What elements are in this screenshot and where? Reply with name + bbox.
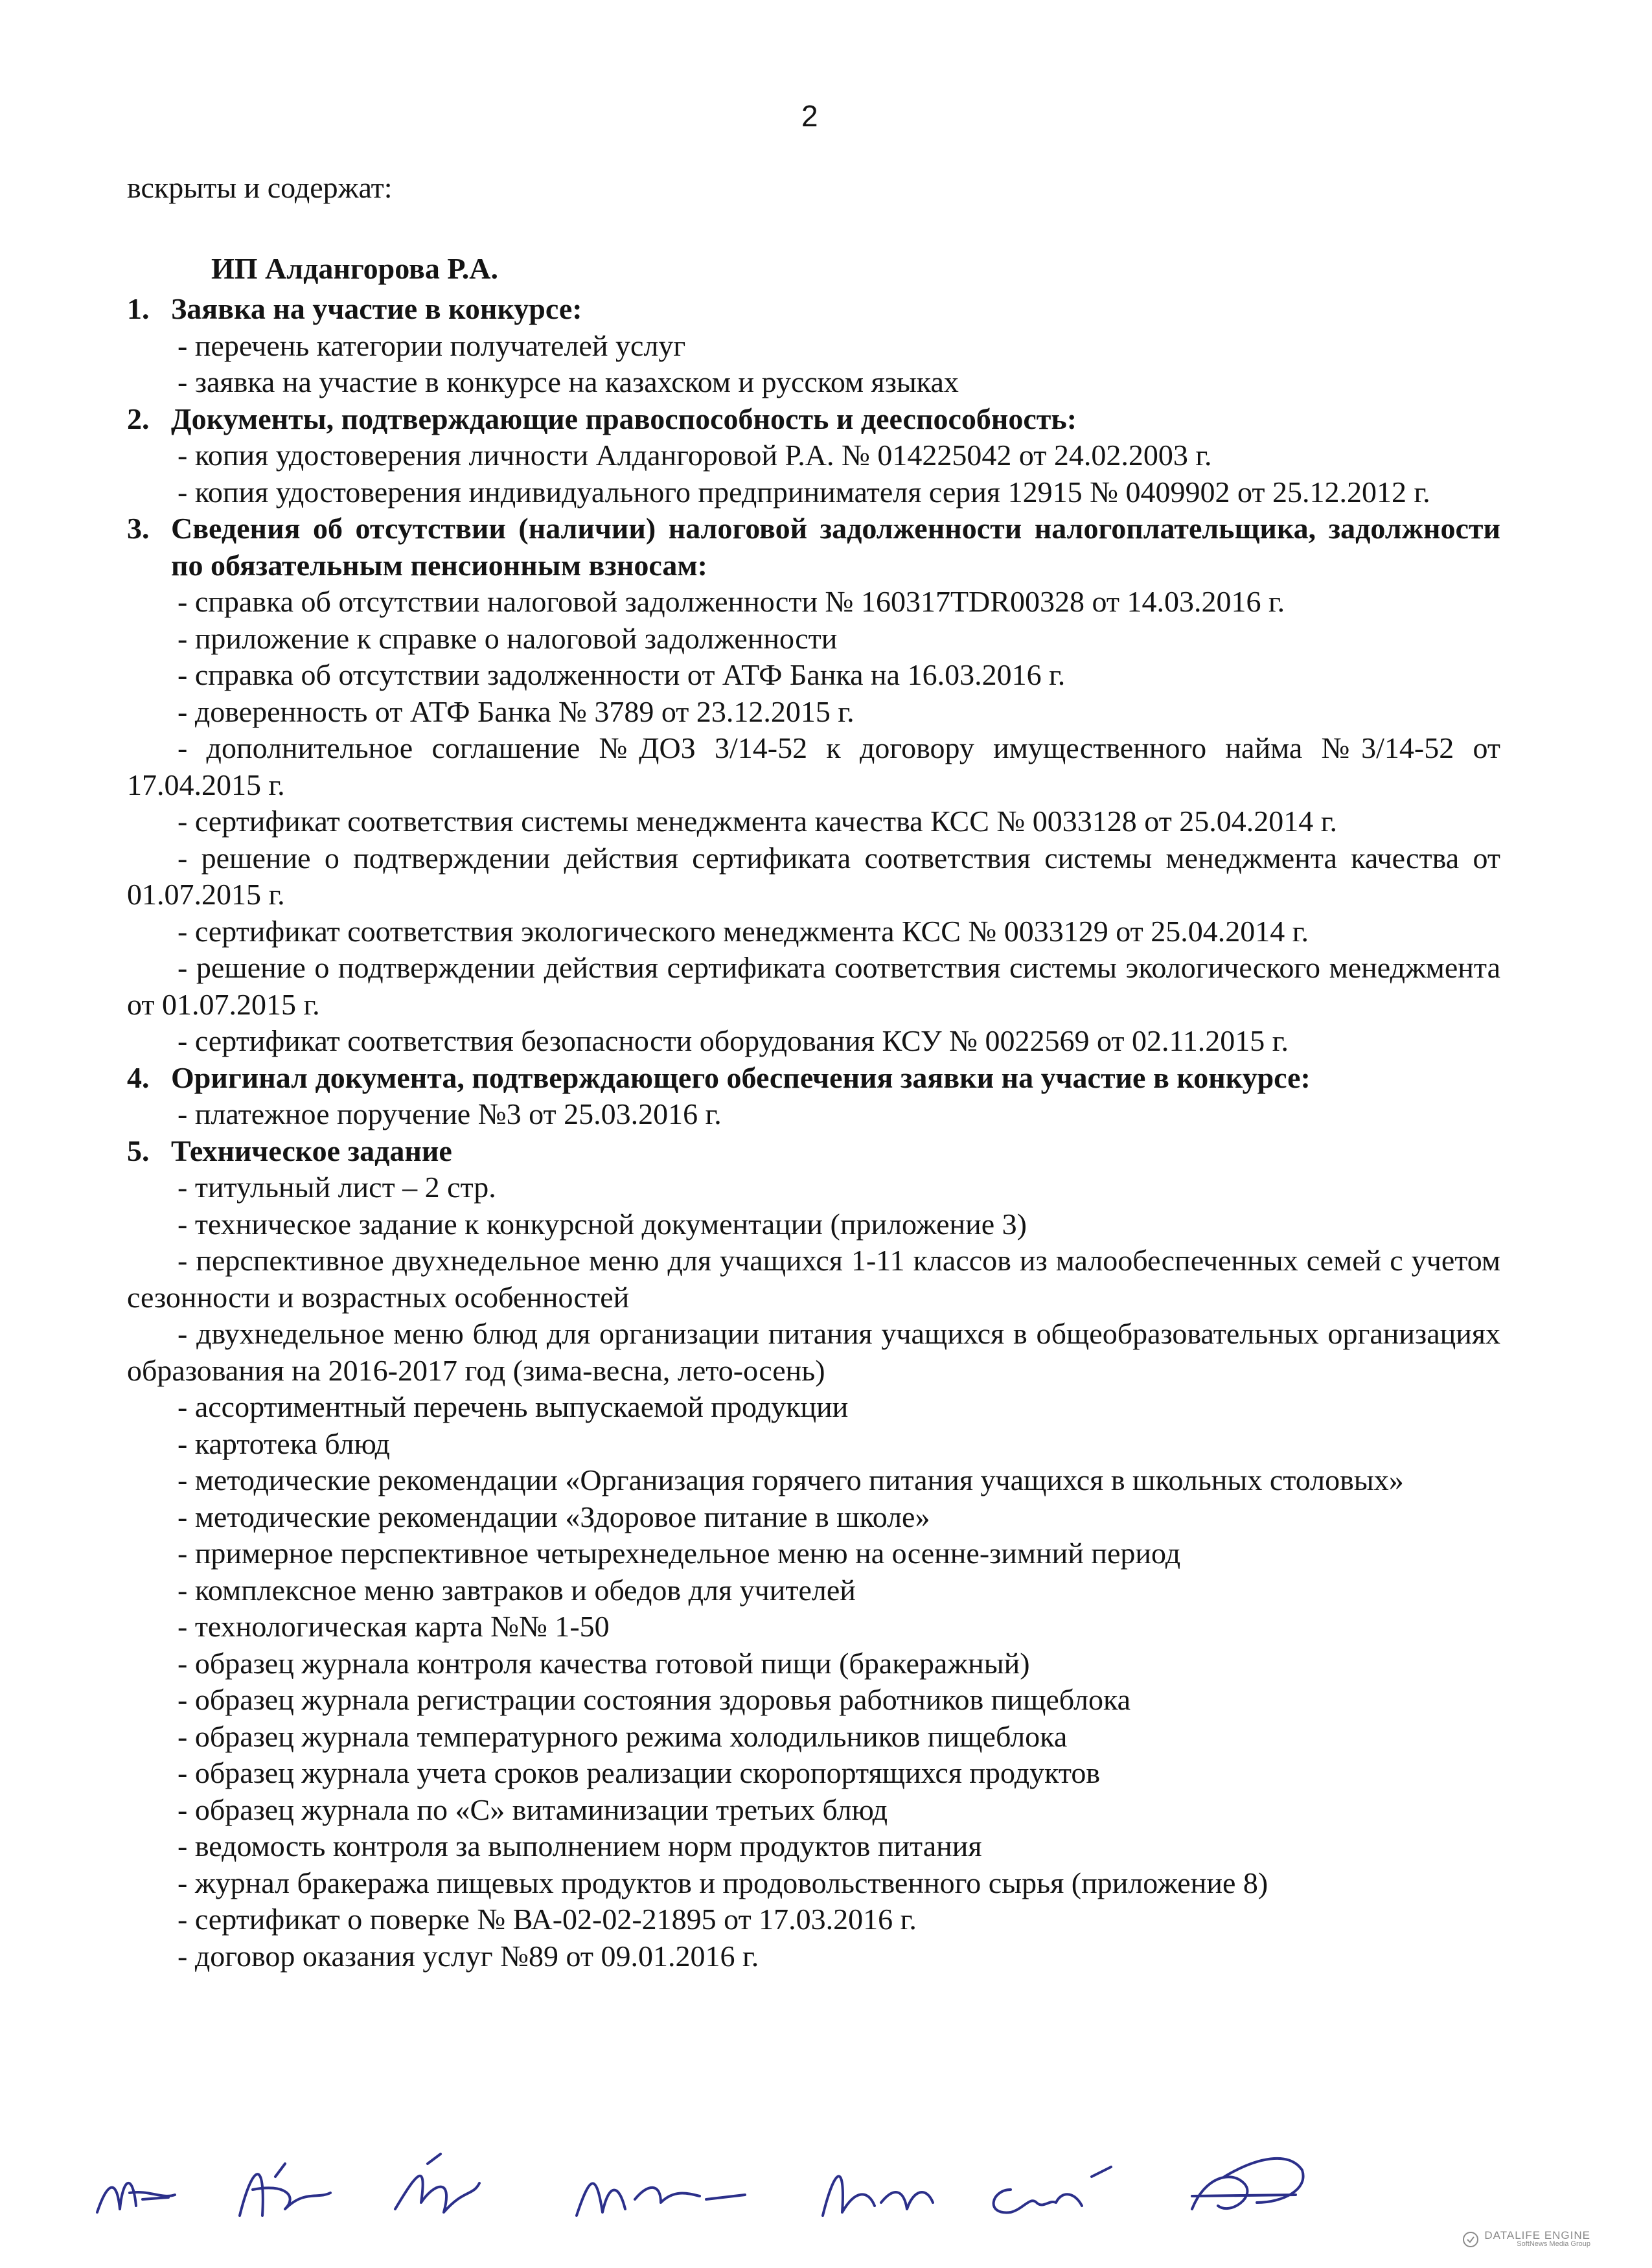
organization-name: ИП Алдангорова Р.А. — [211, 251, 498, 285]
list-item — [127, 1096, 1500, 1133]
list-item — [127, 1023, 1500, 1060]
intro-text: вскрыты и содержат: — [127, 171, 393, 204]
list-item-text: - ведомость контроля за выполнением норм продуктов питания — [178, 1829, 982, 1862]
list-item-text: - образец журнала регистрации состояния здоровья работников пищеблока — [178, 1683, 1131, 1716]
list-item-text: - заявка на участие в конкурсе на казахском и русском языках — [178, 365, 959, 398]
list-item — [127, 1755, 1500, 1792]
section-number: 4. — [127, 1060, 150, 1094]
list-item-text: - дополнительное соглашение №ДОЗ 3/14-52 к договору имущественного найма №3/14-52 от 17.04.2015 г. — [127, 731, 1500, 801]
page-number: 2 — [801, 99, 818, 133]
section-title-text: Документы, подтверждающие правоспособность и дееспособность: — [171, 402, 1077, 435]
list-item — [127, 1719, 1500, 1756]
list-item-text: - платежное поручение №3 от 25.03.2016 г. — [178, 1097, 722, 1130]
list-item-text: - методические рекомендации «Здоровое питание в школе» — [178, 1500, 930, 1533]
list-item — [127, 328, 1500, 365]
section-title-text: Оригинал документа, подтверждающего обеспечения заявки на участие в конкурсе: — [171, 1060, 1311, 1094]
section-number: 3. — [127, 512, 150, 545]
list-item — [127, 1645, 1500, 1682]
list-item — [127, 364, 1500, 401]
section-4 — [127, 1060, 1500, 1133]
document-body — [127, 170, 1500, 1975]
list-item — [127, 1499, 1500, 1536]
list-item-text: - комплексное меню завтраков и обедов для учителей — [178, 1573, 856, 1607]
section-title — [127, 1133, 1500, 1170]
list-item-text: - методические рекомендации «Организация горячего питания учащихся в школьных столовых» — [178, 1463, 1404, 1496]
section-title — [127, 291, 1500, 328]
list-item-text: - титульный лист – 2 стр. — [178, 1171, 496, 1204]
watermark-main: DATALIFE ENGINE — [1484, 2228, 1590, 2241]
handwritten-signatures — [91, 2138, 1386, 2235]
list-item — [127, 1316, 1500, 1389]
list-item-text: - образец журнала температурного режима холодильников пищеблока — [178, 1719, 1068, 1753]
list-item-text: - сертификат соответствия экологического менеджмента КСС № 0033129 от 25.04.2014 г. — [178, 914, 1309, 948]
list-item — [127, 657, 1500, 694]
list-item — [127, 437, 1500, 474]
list-item — [127, 913, 1500, 950]
list-item-text: - справка об отсутствии налоговой задолженности № 160317TDR00328 от 14.03.2016 г. — [178, 585, 1285, 618]
list-item — [127, 1426, 1500, 1463]
section-number: 5. — [127, 1134, 150, 1167]
section-items — [127, 1169, 1500, 1975]
list-item — [127, 1682, 1500, 1719]
list-item — [127, 803, 1500, 840]
section-2 — [127, 401, 1500, 511]
section-title — [127, 1060, 1500, 1097]
list-item-text: - справка об отсутствии задолженности от АТФ Банка на 16.03.2016 г. — [178, 658, 1066, 691]
list-item — [127, 1462, 1500, 1499]
section-items — [127, 584, 1500, 1060]
section-items — [127, 437, 1500, 510]
datalife-logo-icon — [1462, 2231, 1479, 2248]
section-title-text: Сведения об отсутствии (наличии) налоговой задолженности налогоплательщика, задолжности по обязательным пенсионным взносам: — [171, 512, 1500, 582]
list-item-text: - картотека блюд — [178, 1426, 390, 1460]
list-item — [127, 840, 1500, 913]
list-item-text: - копия удостоверения личности Алдангоровой Р.А. № 014225042 от 24.02.2003 г. — [178, 439, 1212, 472]
list-item — [127, 1609, 1500, 1645]
list-item-text: - ассортиментный перечень выпускаемой продукции — [178, 1390, 849, 1423]
list-item — [127, 730, 1500, 803]
list-item — [127, 621, 1500, 658]
list-item-text: - решение о подтверждении действия сертификата соответствия системы экологического менеджмента от 01.07.2015 г. — [127, 951, 1500, 1021]
list-item — [127, 1865, 1500, 1902]
section-3 — [127, 510, 1500, 1060]
section-number: 2. — [127, 402, 150, 435]
list-item — [127, 1535, 1500, 1572]
list-item-text: - образец журнала по «С» витаминизации третьих блюд — [178, 1793, 888, 1826]
section-title-text: Техническое задание — [171, 1134, 452, 1167]
list-item — [127, 584, 1500, 621]
list-item-text: - двухнедельное меню блюд для организации питания учащихся в общеобразовательных организациях образования на 2016-2017 год (зима-весна, лето-осень) — [127, 1317, 1500, 1387]
list-item-text: - решение о подтверждении действия сертификата соответствия системы менеджмента качества от 01.07.2015 г. — [127, 841, 1500, 911]
list-item-text: - техническое задание к конкурсной документации (приложение 3) — [178, 1207, 1027, 1241]
section-title — [127, 510, 1500, 584]
list-item-text: - договор оказания услуг №89 от 09.01.2016 г. — [178, 1939, 759, 1973]
list-item-text: - журнал бракеража пищевых продуктов и продовольственного сырья (приложение 8) — [178, 1866, 1268, 1899]
list-item — [127, 1792, 1500, 1829]
list-item — [127, 1206, 1500, 1243]
section-5 — [127, 1133, 1500, 1975]
list-item — [127, 1572, 1500, 1609]
list-item — [127, 474, 1500, 511]
list-item-text: - сертификат соответствия безопасности оборудования КСУ № 0022569 от 02.11.2015 г. — [178, 1024, 1289, 1057]
list-item — [127, 1828, 1500, 1865]
list-item-text: - копия удостоверения индивидуального предпринимателя серия 12915 № 0409902 от 25.12.2012 г. — [178, 475, 1430, 509]
list-item-text: - доверенность от АТФ Банка № 3789 от 23.12.2015 г. — [178, 694, 855, 728]
list-item-text: - перспективное двухнедельное меню для учащихся 1-11 классов из малообеспеченных семей с учетом сезонности и возрастных особенностей — [127, 1244, 1500, 1314]
list-item — [127, 950, 1500, 1023]
list-item — [127, 1938, 1500, 1975]
list-item-text: - образец журнала контроля качества готовой пищи (бракеражный) — [178, 1646, 1030, 1680]
section-items — [127, 1096, 1500, 1133]
section-items — [127, 328, 1500, 401]
list-item-text: - сертификат о поверке № ВА-02-02-21895 от 17.03.2016 г. — [178, 1903, 917, 1936]
section-number: 1. — [127, 292, 150, 325]
list-item — [127, 1901, 1500, 1938]
list-item — [127, 1243, 1500, 1316]
section-title-text: Заявка на участие в конкурсе: — [171, 292, 582, 325]
list-item-text: - образец журнала учета сроков реализации скоропортящихся продуктов — [178, 1756, 1101, 1789]
section-1 — [127, 291, 1500, 401]
list-item-text: - приложение к справке о налоговой задолженности — [178, 621, 838, 655]
list-item-text: - технологическая карта №№ 1-50 — [178, 1610, 610, 1643]
list-item — [127, 1389, 1500, 1426]
watermark — [1484, 2230, 1590, 2249]
sections-list — [127, 291, 1500, 1975]
list-item-text: - сертификат соответствия системы менеджмента качества КСС № 0033128 от 25.04.2014 г. — [178, 805, 1337, 838]
list-item — [127, 1169, 1500, 1206]
list-item-text: - перечень категории получателей услуг — [178, 328, 686, 362]
list-item-text: - примерное перспективное четырехнедельное меню на осенне-зимний период — [178, 1537, 1181, 1570]
list-item — [127, 694, 1500, 731]
watermark-sub: SoftNews Media Group — [1517, 2240, 1590, 2249]
section-title — [127, 401, 1500, 438]
